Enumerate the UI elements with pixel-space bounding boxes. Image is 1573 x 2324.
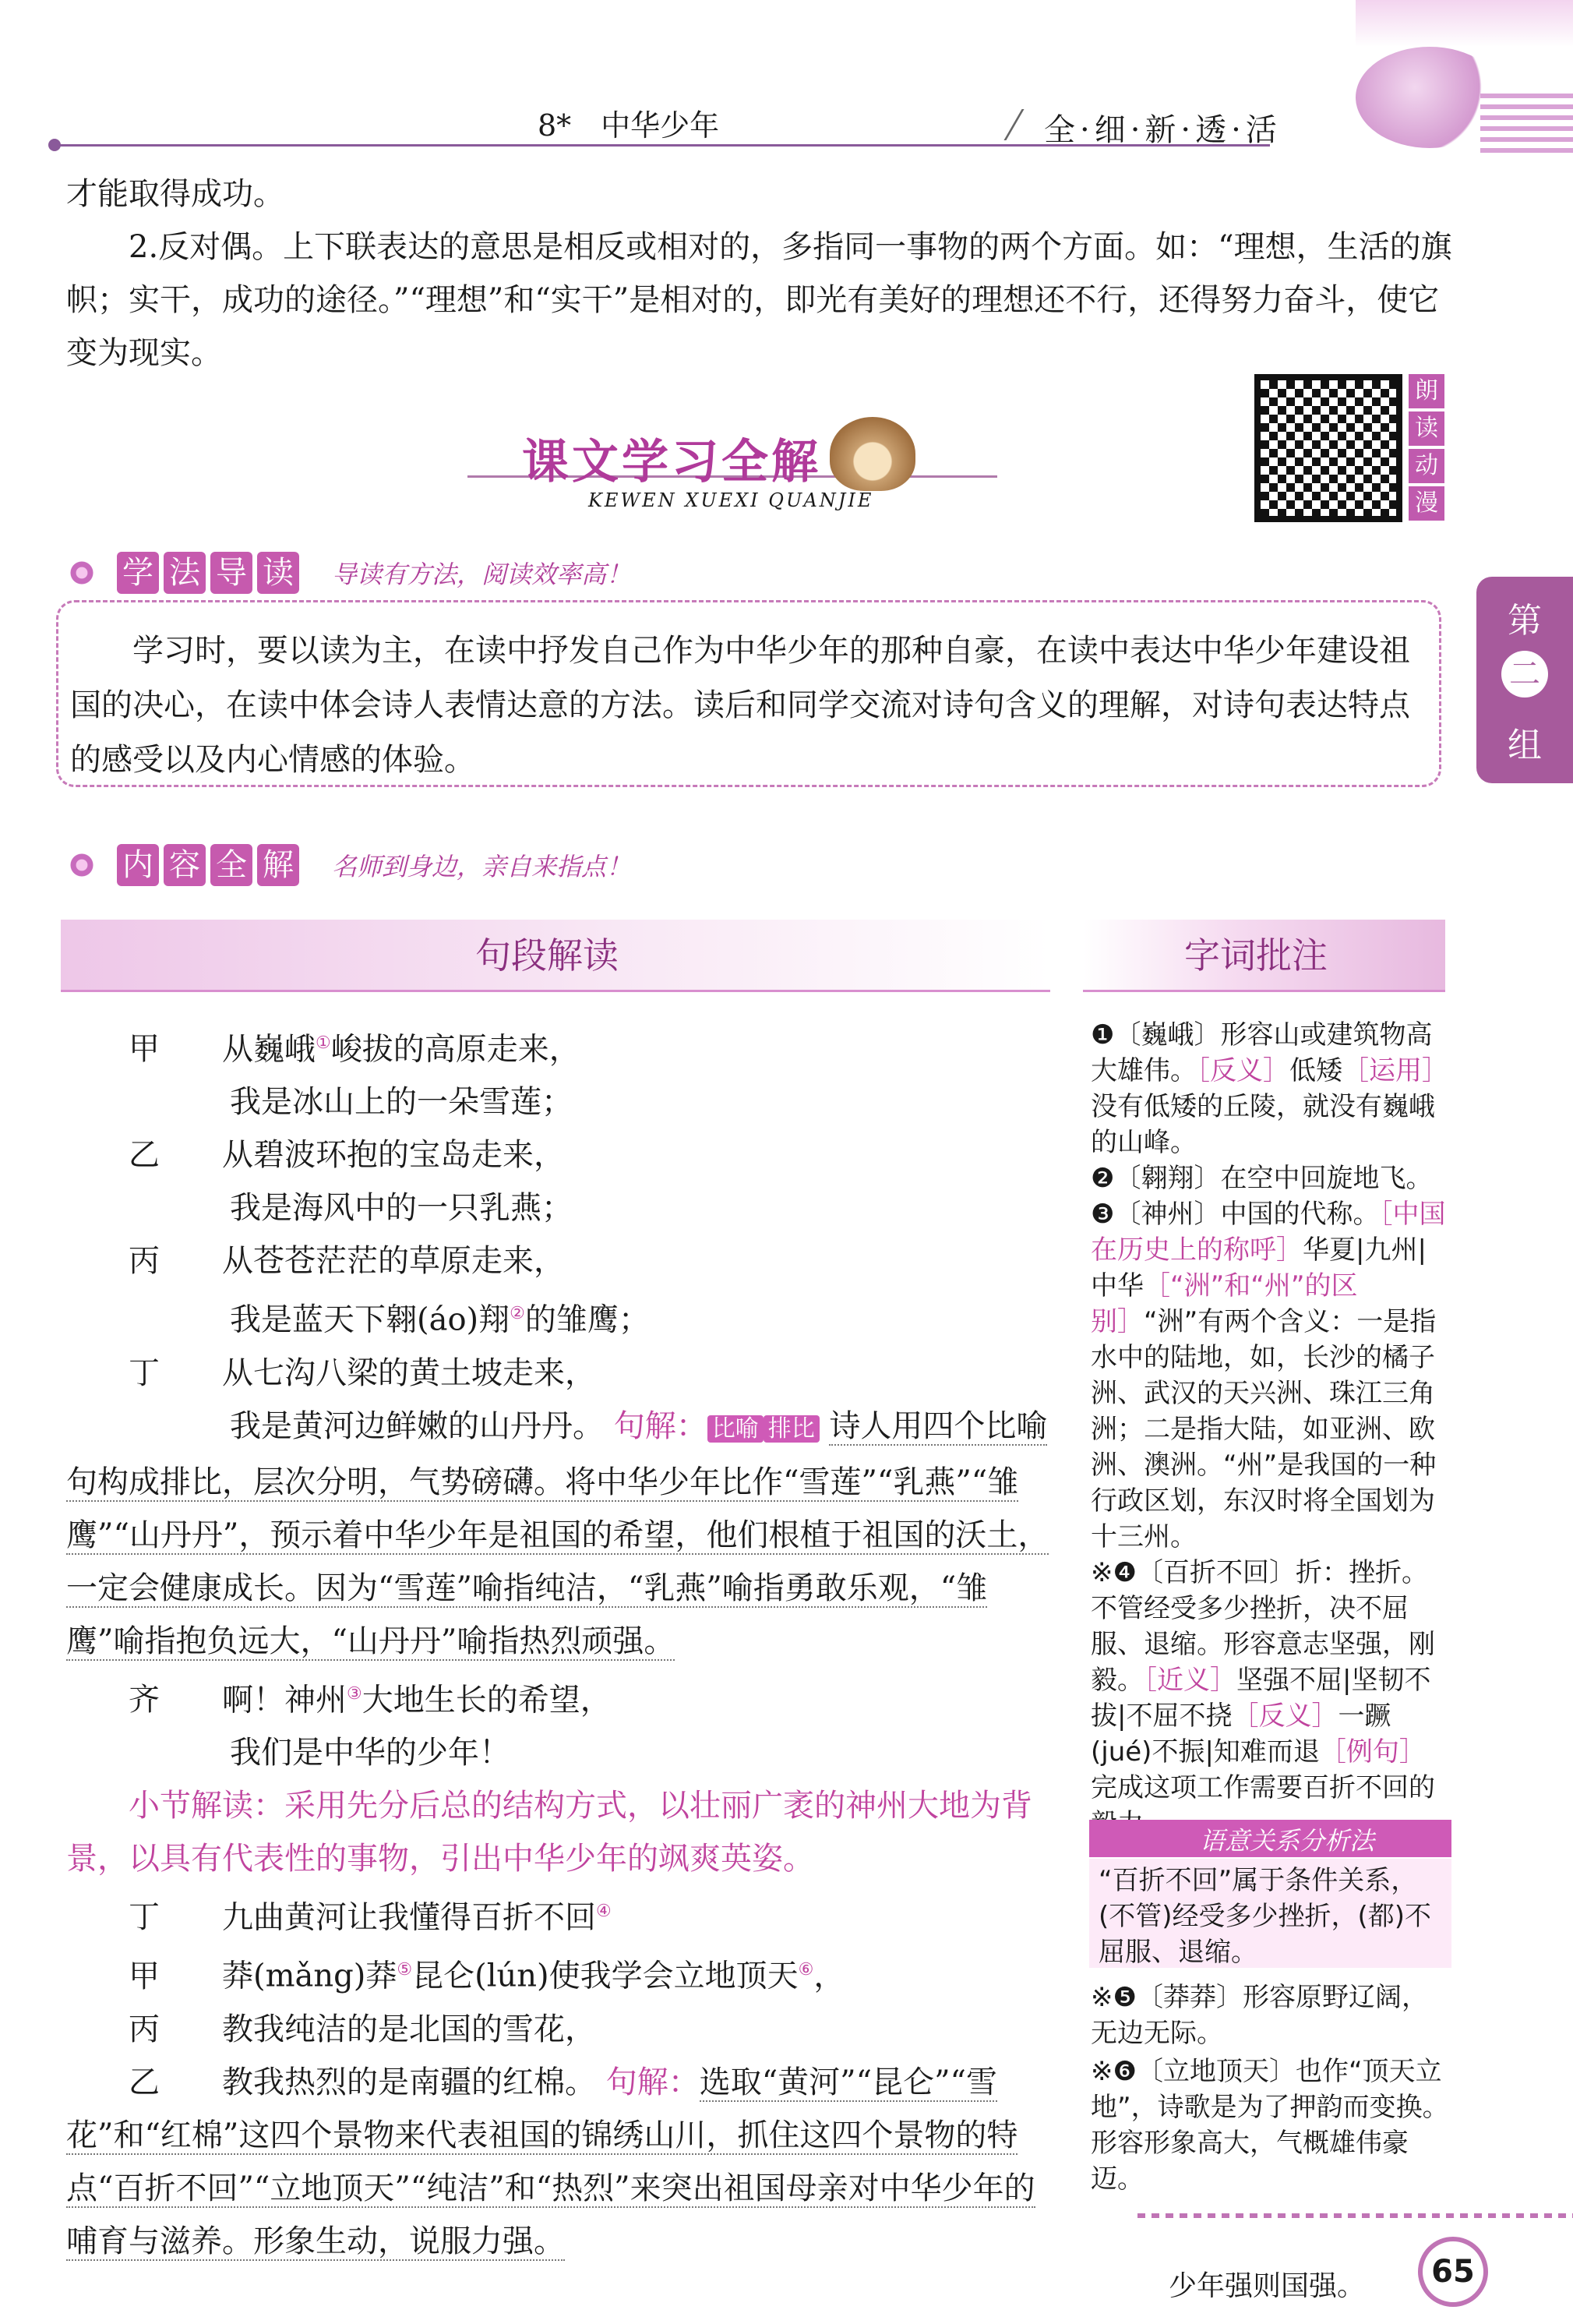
annotation-6: ※❻〔立地顶天〕也作“顶天立地”，诗歌是为了押韵而变换。形容形象高大，气概雄伟豪迈。 [1091, 2056, 1449, 2195]
tag-char: 解 [257, 844, 299, 886]
intro-line: 才能取得成功。 [66, 176, 284, 212]
speaker: 丁 [129, 1899, 160, 1936]
tag-char: 全 [210, 844, 252, 886]
poem-line: 丙 从苍苍茫茫的草原走来， [66, 1234, 1056, 1287]
speaker: 齐 [129, 1681, 160, 1718]
poem-analysis-1: 我是黄河边鲜嫩的山丹丹。 句解： 比喻 排比 诗人用四个比喻句构成排比，层次分明，气势磅礴。将中华少年比作“雪莲”“乳燕”“雏鹰”“山丹丹”，预示着中华少年是祖国的希望，他们根植于祖国的沃土，一定会健康成长。因为“雪莲”喻指纯洁，“乳燕”喻指勇敢乐观，“雏鹰”喻指抱负远大，“山丹丹”喻指热烈顽强。 [66, 1407, 1049, 1659]
poem-body [66, 1017, 1056, 2268]
content-note: 名师到身边，亲自来指点！ [332, 852, 632, 881]
qr-char: 读 [1409, 411, 1444, 446]
speaker: 丁 [129, 1354, 160, 1391]
flower-icon [62, 553, 101, 592]
annotation-4: ※❹〔百折不回〕折：挫折。不管经受多少挫折，决不屈服、退缩。形容意志坚强，刚毅。［近义］坚强不屈|坚韧不拔|不屈不挠［反义］一蹶(jué)不振|知难而退［例句］完成这项工作需要百折不回的 [1091, 1557, 1435, 1803]
content-tag [117, 844, 304, 886]
poem-line: 我们是中华的少年！ [230, 1734, 510, 1771]
tab-circle: 二 [1501, 651, 1548, 698]
annotation-column [1091, 1017, 1449, 1842]
guide-tag [117, 552, 304, 594]
poem-line: 丁 从七沟八梁的黄土坡走来， [66, 1347, 1056, 1400]
flower-icon [62, 846, 101, 885]
tab-bottom: 组 [1508, 726, 1542, 765]
qr-char: 漫 [1409, 486, 1444, 521]
speaker: 甲 [129, 1031, 160, 1068]
speaker: 乙 [129, 1137, 160, 1174]
tag-char: 学 [117, 552, 159, 594]
page-number: 65 [1418, 2237, 1488, 2307]
poem-line: 甲 从巍峨①峻拔的高原走来， [66, 1017, 1056, 1075]
left-column-title: 句段解读 [475, 934, 619, 977]
speaker: 丙 [129, 2011, 160, 2047]
poem-line: 我是蓝天下翱(áo)翔②的雏鹰； [230, 1302, 650, 1338]
lesson-title: 8* 中华少年 [538, 108, 720, 143]
footer-slogan: 少年强则国强。 [1169, 2270, 1366, 2302]
qr-code-icon[interactable] [1254, 374, 1402, 522]
header-stripes [1480, 94, 1573, 156]
guide-note: 导读有方法，阅读效率高！ [332, 560, 632, 589]
tag-char: 读 [257, 552, 299, 594]
section-subtitle: KEWEN XUEXI QUANJIE [588, 489, 874, 511]
tab-top: 第 [1508, 601, 1542, 641]
poem-line: 丁 九曲黄河让我懂得百折不回④ [66, 1885, 1056, 1944]
tag-char: 导 [210, 552, 252, 594]
poem-line: 乙 从碧波环抱的宝岛走来， [66, 1128, 1056, 1181]
tag-char: 容 [164, 844, 206, 886]
top-decoration [1356, 0, 1573, 47]
poem-line: 甲 莽(mǎng)莽⑤昆仑(lún)使我学会立地顶天⑥， [66, 1944, 1056, 2002]
tag-char: 内 [117, 844, 159, 886]
guide-header [62, 542, 631, 604]
qr-char: 动 [1409, 449, 1444, 483]
speaker: 丙 [129, 1243, 160, 1280]
tag-char: 法 [164, 552, 206, 594]
section-summary: 小节解读：采用先分后总的结构方式，以壮丽广袤的神州大地为背景，以具有代表性的事物，引出中华少年的飒爽英姿。 [66, 1787, 1032, 1877]
guide-text: 学习时，要以读为主，在读中抒发自己作为中华少年的那种自豪，在读中表达中华少年建设祖国的决心，在读中体会诗人表情达意的方法。读后和同学交流对诗句含义的理解，对诗句表达特点的感受以及内心情感的体验。 [70, 633, 1410, 778]
poem-analysis-2: 乙 教我热烈的是南疆的红棉。 句解：选取“黄河”“昆仑”“雪花”和“红棉”这四个景物来代表祖国的锦绣山川，抓住这四个景物的特点“百折不回”“立地顶天”“纯洁”和“热烈”来突出祖国母亲对中华少年的哺育与滋养。形象生动，说服力强。 [66, 2056, 1056, 2268]
qr-label [1409, 374, 1444, 521]
analysis-text: “百折不回”属于条件关系，(不管)经受多少挫折，(都)不屈服、退缩。 [1099, 1865, 1432, 1968]
unit-tab [1476, 577, 1573, 783]
poem-line: 我是海风中的一只乳燕； [230, 1190, 573, 1227]
series-slogan: 全·细·新·透·活 [1044, 112, 1282, 148]
poem-line: 丙 教我纯洁的是北国的雪花， [66, 2003, 1056, 2056]
section-title: 课文学习全解 [522, 435, 821, 489]
intro-paragraph: 2.反对偶。上下联表达的意思是相反或相对的，多指同一事物的两个方面。如：“理想，生活的旗帜；实干，成功的途径。”“理想”和“实干”是相对的，即光有美好的理想还不行，还得努力奋斗，使它变为现实。 [66, 229, 1452, 371]
annotation-2: ❷〔翱翔〕在空中回旋地飞。 [1091, 1163, 1433, 1194]
poem-line: 我是冰山上的一朵雪莲； [230, 1084, 573, 1121]
annotation-5: ※❺〔莽莽〕形容原野辽阔，无边无际。 [1091, 1982, 1428, 2049]
content-header [62, 834, 631, 896]
hedgehog-icon [830, 417, 915, 491]
annotation-1: ❶〔巍峨〕形容山或建筑物高大雄伟。［反义］低矮［运用］没有低矮的丘陵，就没有巍峨的山峰。 [1091, 1019, 1448, 1158]
annotation-3: ❸〔神州〕中国的代称。［中国在历史上的称呼］华夏|九州|中华［“洲”和“州”的区别］“洲”有两个含义：一是指水中的陆地，如，长沙的橘子洲、武汉的天兴洲、珠江三角洲；二是指大陆，如亚洲、欧洲、澳洲。“州”是我国的一种行政区划，东汉时将全国划为十三州。 [1091, 1199, 1446, 1552]
speaker: 乙 [129, 2064, 160, 2100]
right-column-title: 字词批注 [1184, 934, 1328, 977]
analysis-method-title: 语意关系分析法 [1200, 1826, 1375, 1856]
speaker: 甲 [129, 1958, 160, 1994]
poem-line: 齐 啊！神州③大地生长的希望， [66, 1668, 1056, 1726]
footer-line [1137, 2213, 1573, 2218]
qr-char: 朗 [1409, 374, 1444, 408]
